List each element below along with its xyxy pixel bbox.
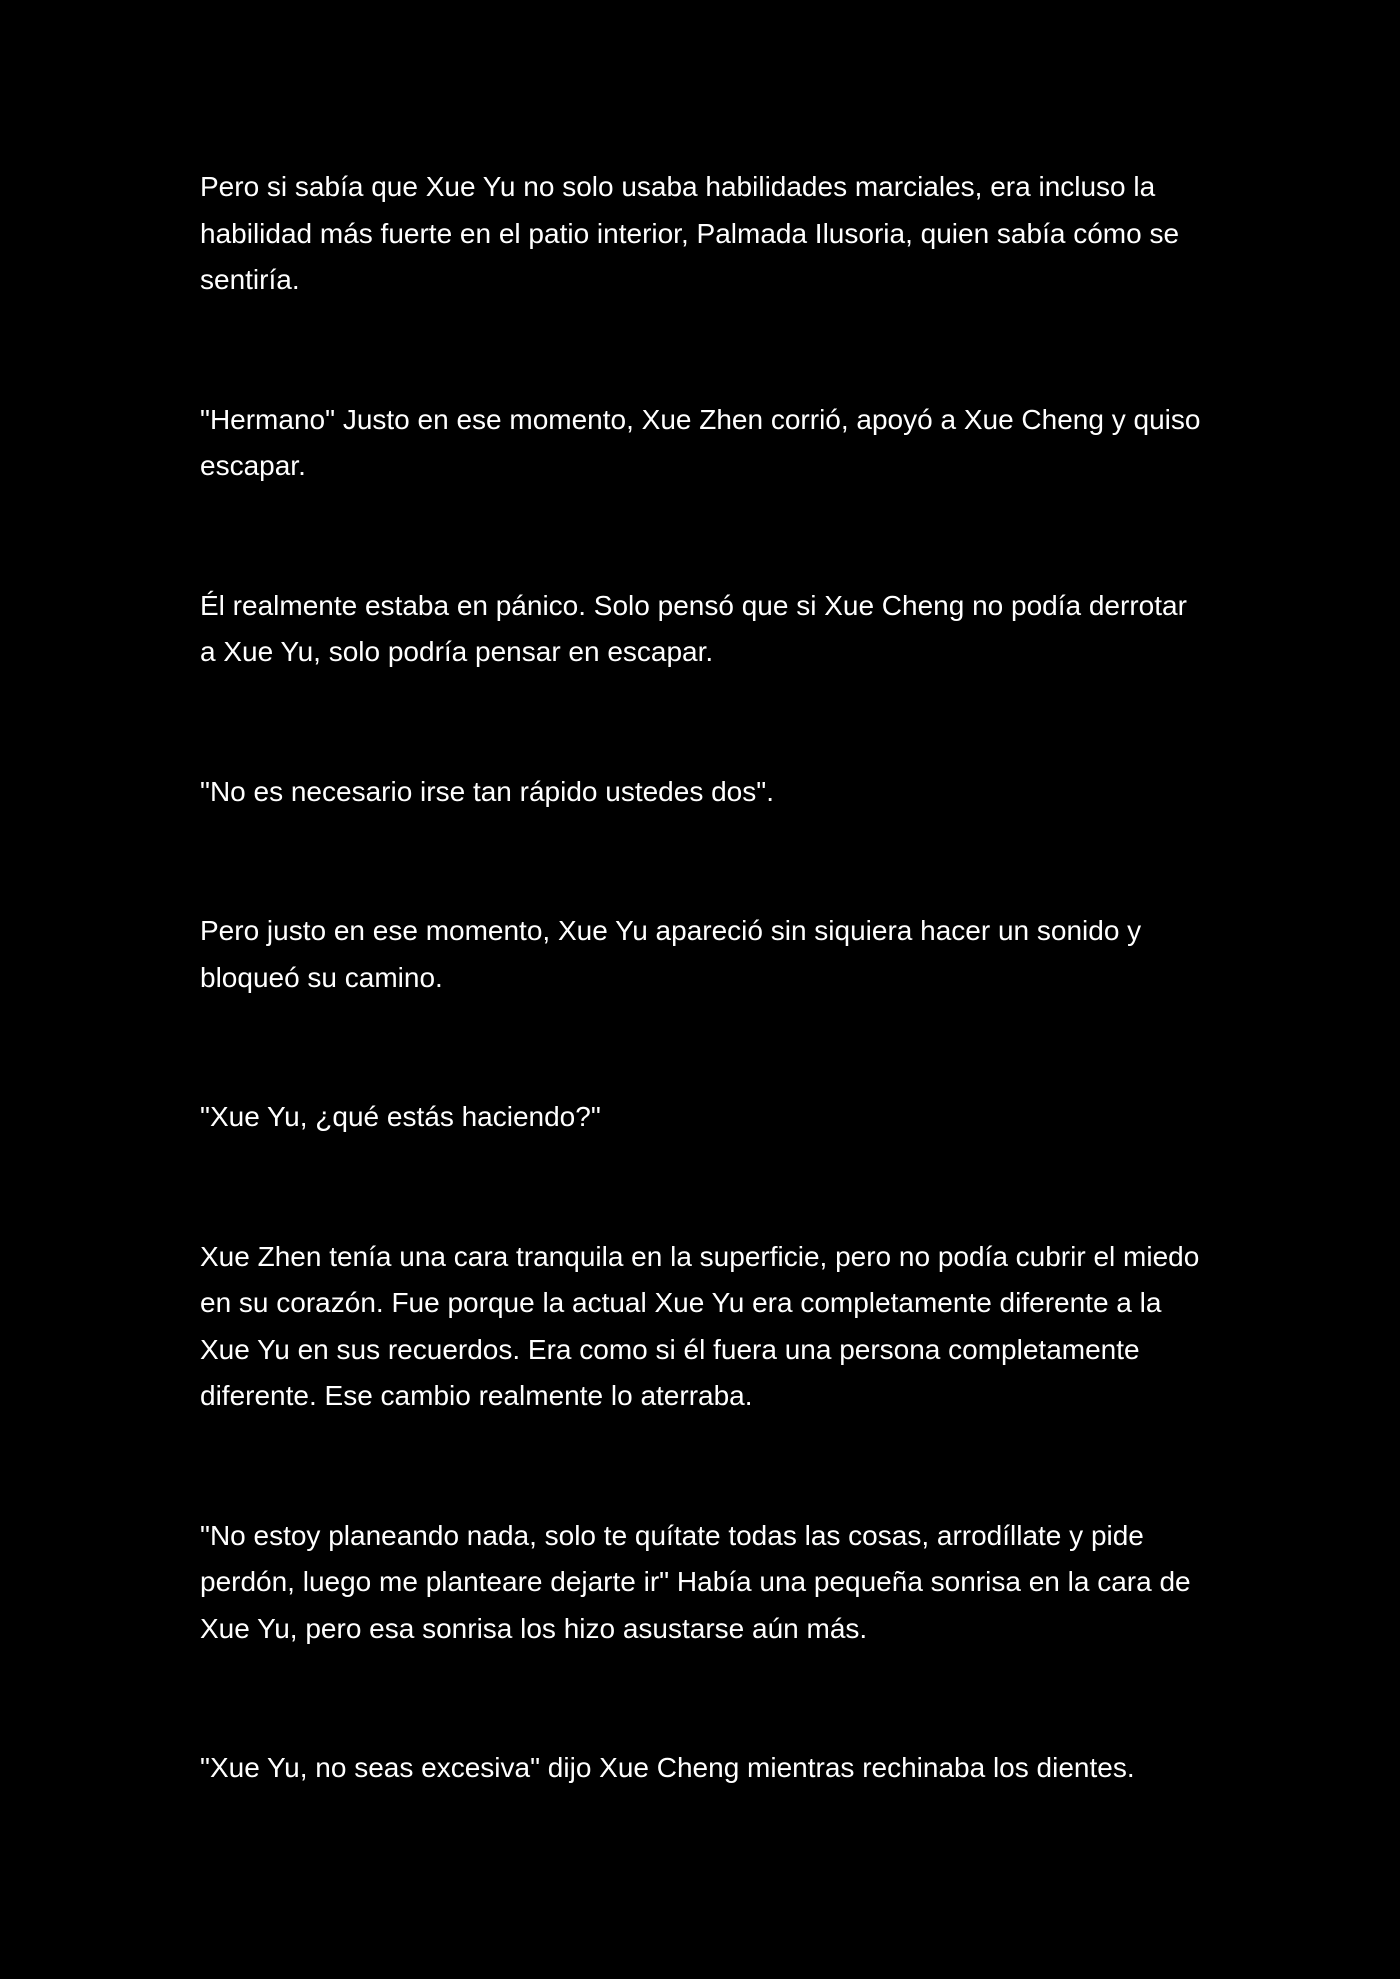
- paragraph-9: "Xue Yu, no seas excesiva" dijo Xue Cheng mientras rechinaba los dientes.: [200, 1752, 1135, 1783]
- paragraph-5: Pero justo en ese momento, Xue Yu apareció sin siquiera hacer un sonido y bloqueó su camino.: [200, 915, 1142, 993]
- paragraph-1: Pero si sabía que Xue Yu no solo usaba habilidades marciales, era incluso la habilidad más fuerte en el patio interior, Palmada Ilusoria, quien sabía cómo se sentiría.: [200, 171, 1180, 295]
- paragraph-7: Xue Zhen tenía una cara tranquila en la superficie, pero no podía cubrir el miedo en su corazón. Fue porque la actual Xue Yu era completamente diferente a la Xue Yu en sus recuerdos. Era como si él fuera una persona completamente diferente. Ese cambio realmente lo aterraba.: [200, 1240, 1200, 1411]
- paragraph-4: "No es necesario irse tan rápido ustedes dos".: [200, 775, 774, 807]
- text-column: [200, 164, 1210, 1792]
- paragraph-3: Él realmente estaba en pánico. Solo pensó que si Xue Cheng no podía derrotar a Xue Yu, solo podría pensar en escapar.: [200, 589, 1187, 667]
- paragraph-8: "No estoy planeando nada, solo te quítate todas las cosas, arrodíllate y pide perdón, luego me planteare dejarte ir" Había una pequeña sonrisa en la cara de Xue Yu, pero esa sonrisa los hizo asustarse aún más.: [200, 1519, 1191, 1644]
- paragraph-2: "Hermano" Justo en ese momento, Xue Zhen corrió, apoyó a Xue Cheng y quiso escapar.: [200, 403, 1201, 481]
- paragraph-6: "Xue Yu, ¿qué estás haciendo?": [200, 1101, 601, 1132]
